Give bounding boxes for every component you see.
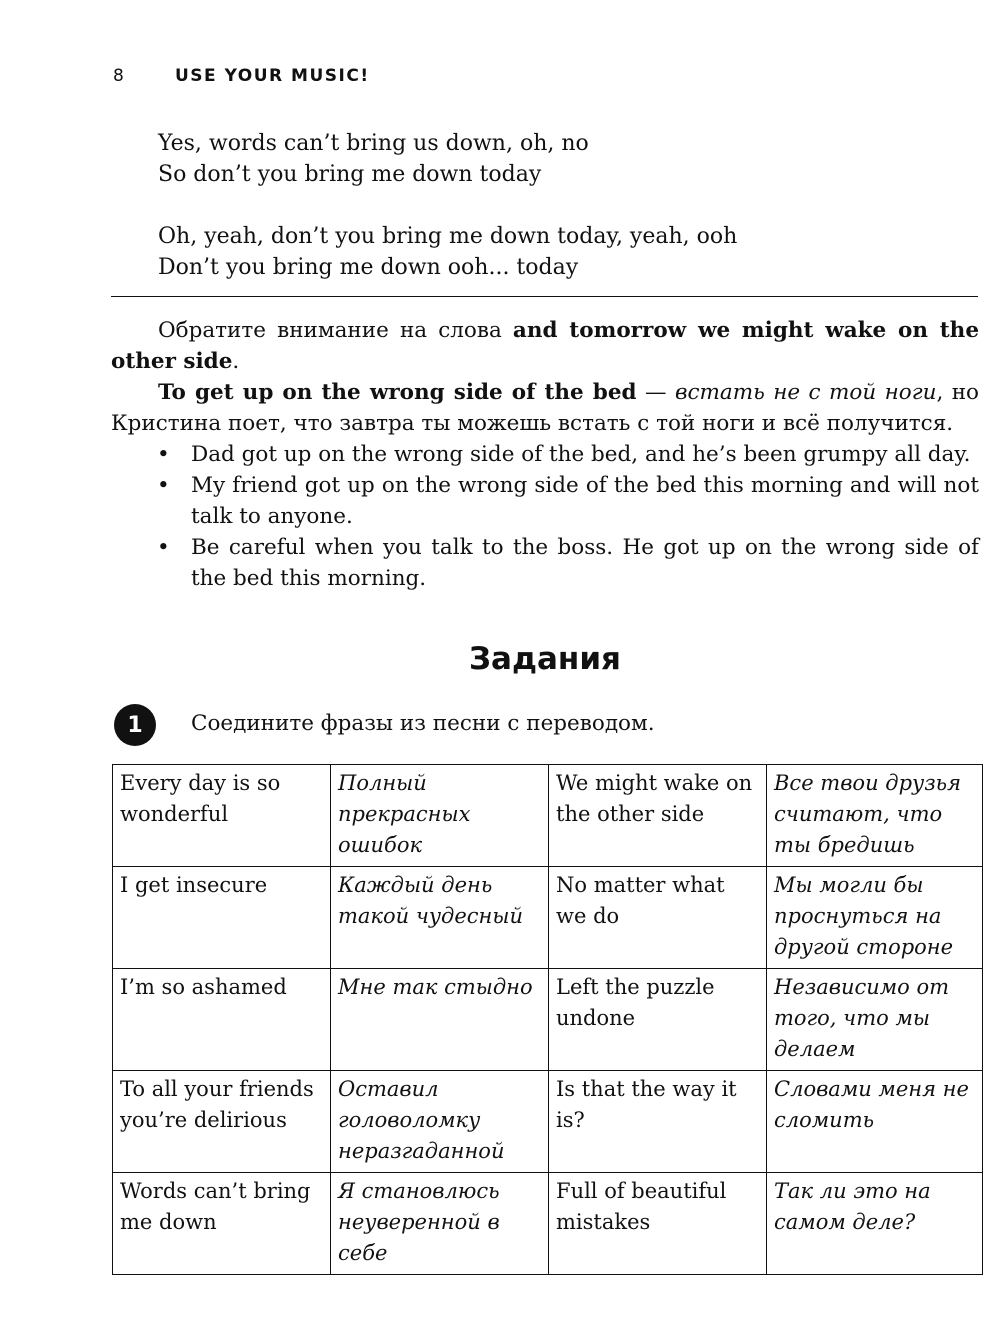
table-row bbox=[113, 1173, 983, 1275]
task-instruction: Соедините фразы из песни с переводом. bbox=[191, 711, 655, 736]
page-header bbox=[113, 66, 370, 86]
lyric-line: Oh, yeah, don’t you bring me down today, yeah, ooh bbox=[158, 224, 738, 249]
bullet-marker: • bbox=[157, 535, 170, 560]
section-divider bbox=[111, 296, 978, 297]
table-row bbox=[113, 969, 983, 1071]
bullet-marker: • bbox=[157, 473, 170, 498]
note-end: . bbox=[232, 349, 240, 374]
english-phrase-cell: Is that the way it is? bbox=[549, 1071, 767, 1173]
russian-translation-cell: Так ли это на самом деле? bbox=[767, 1173, 983, 1275]
table-row bbox=[113, 867, 983, 969]
idiom-paragraph bbox=[111, 377, 979, 439]
explanation bbox=[111, 315, 979, 594]
english-phrase-cell: Words can’t bring me down bbox=[113, 1173, 331, 1275]
english-phrase-cell: I’m so ashamed bbox=[113, 969, 331, 1071]
idiom-dash: — bbox=[636, 380, 675, 405]
english-phrase-cell: I get insecure bbox=[113, 867, 331, 969]
english-phrase-cell: No matter what we do bbox=[549, 867, 767, 969]
english-phrase-cell: Left the puzzle undone bbox=[549, 969, 767, 1071]
russian-translation-cell: Мы могли бы проснуться на другой стороне bbox=[767, 867, 983, 969]
note-phrase: and tomorrow we might wake on the other side bbox=[111, 318, 979, 374]
section-title: Задания bbox=[469, 641, 621, 677]
idiom-translation: встать не с той ноги bbox=[674, 380, 937, 405]
lyric-line: So don’t you bring me down today bbox=[158, 162, 542, 187]
idiom-explanation: , но Кристина поет, что завтра ты можешь встать с той ноги и всё получится. bbox=[111, 380, 979, 436]
example-text: My friend got up on the wrong side of the bed this morning and will not talk to anyone. bbox=[191, 473, 979, 529]
table-row bbox=[113, 765, 983, 867]
english-phrase-cell: To all your friends you’re delirious bbox=[113, 1071, 331, 1173]
russian-translation-cell: Полный прекрасных ошибок bbox=[331, 765, 549, 867]
example-item bbox=[111, 470, 979, 532]
note-paragraph bbox=[111, 315, 979, 377]
example-item bbox=[111, 532, 979, 594]
russian-translation-cell: Оставил головоломку неразгаданной bbox=[331, 1071, 549, 1173]
stanza-gap bbox=[158, 190, 737, 221]
matching-table bbox=[112, 764, 983, 1275]
task-number-badge: 1 bbox=[114, 704, 156, 746]
russian-translation-cell: Словами меня не сломить bbox=[767, 1071, 983, 1173]
note-intro: Обратите внимание на слова bbox=[158, 318, 513, 343]
russian-translation-cell: Независимо от того, что мы делаем bbox=[767, 969, 983, 1071]
russian-translation-cell: Все твои друзья считают, что ты бредишь bbox=[767, 765, 983, 867]
idiom-phrase: To get up on the wrong side of the bed bbox=[158, 380, 637, 405]
table-row bbox=[113, 1071, 983, 1173]
lyric-line: Don’t you bring me down ooh... today bbox=[158, 255, 579, 280]
example-text: Dad got up on the wrong side of the bed, and he’s been grumpy all day. bbox=[191, 442, 971, 467]
example-text: Be careful when you talk to the boss. He got up on the wrong side of the bed this morning. bbox=[191, 535, 979, 591]
russian-translation-cell: Мне так стыдно bbox=[331, 969, 549, 1071]
lyric-line: Yes, words can’t bring us down, oh, no bbox=[158, 131, 589, 156]
running-title: USE YOUR MUSIC! bbox=[175, 66, 370, 86]
lyrics-excerpt bbox=[158, 128, 737, 283]
russian-translation-cell: Я становлюсь неуверенной в себе bbox=[331, 1173, 549, 1275]
bullet-marker: • bbox=[157, 442, 170, 467]
russian-translation-cell: Каждый день такой чудесный bbox=[331, 867, 549, 969]
english-phrase-cell: Full of beautiful mistakes bbox=[549, 1173, 767, 1275]
example-list bbox=[111, 439, 979, 594]
english-phrase-cell: Every day is so wonderful bbox=[113, 765, 331, 867]
english-phrase-cell: We might wake on the other side bbox=[549, 765, 767, 867]
example-item bbox=[111, 439, 979, 470]
page-number: 8 bbox=[113, 66, 126, 86]
